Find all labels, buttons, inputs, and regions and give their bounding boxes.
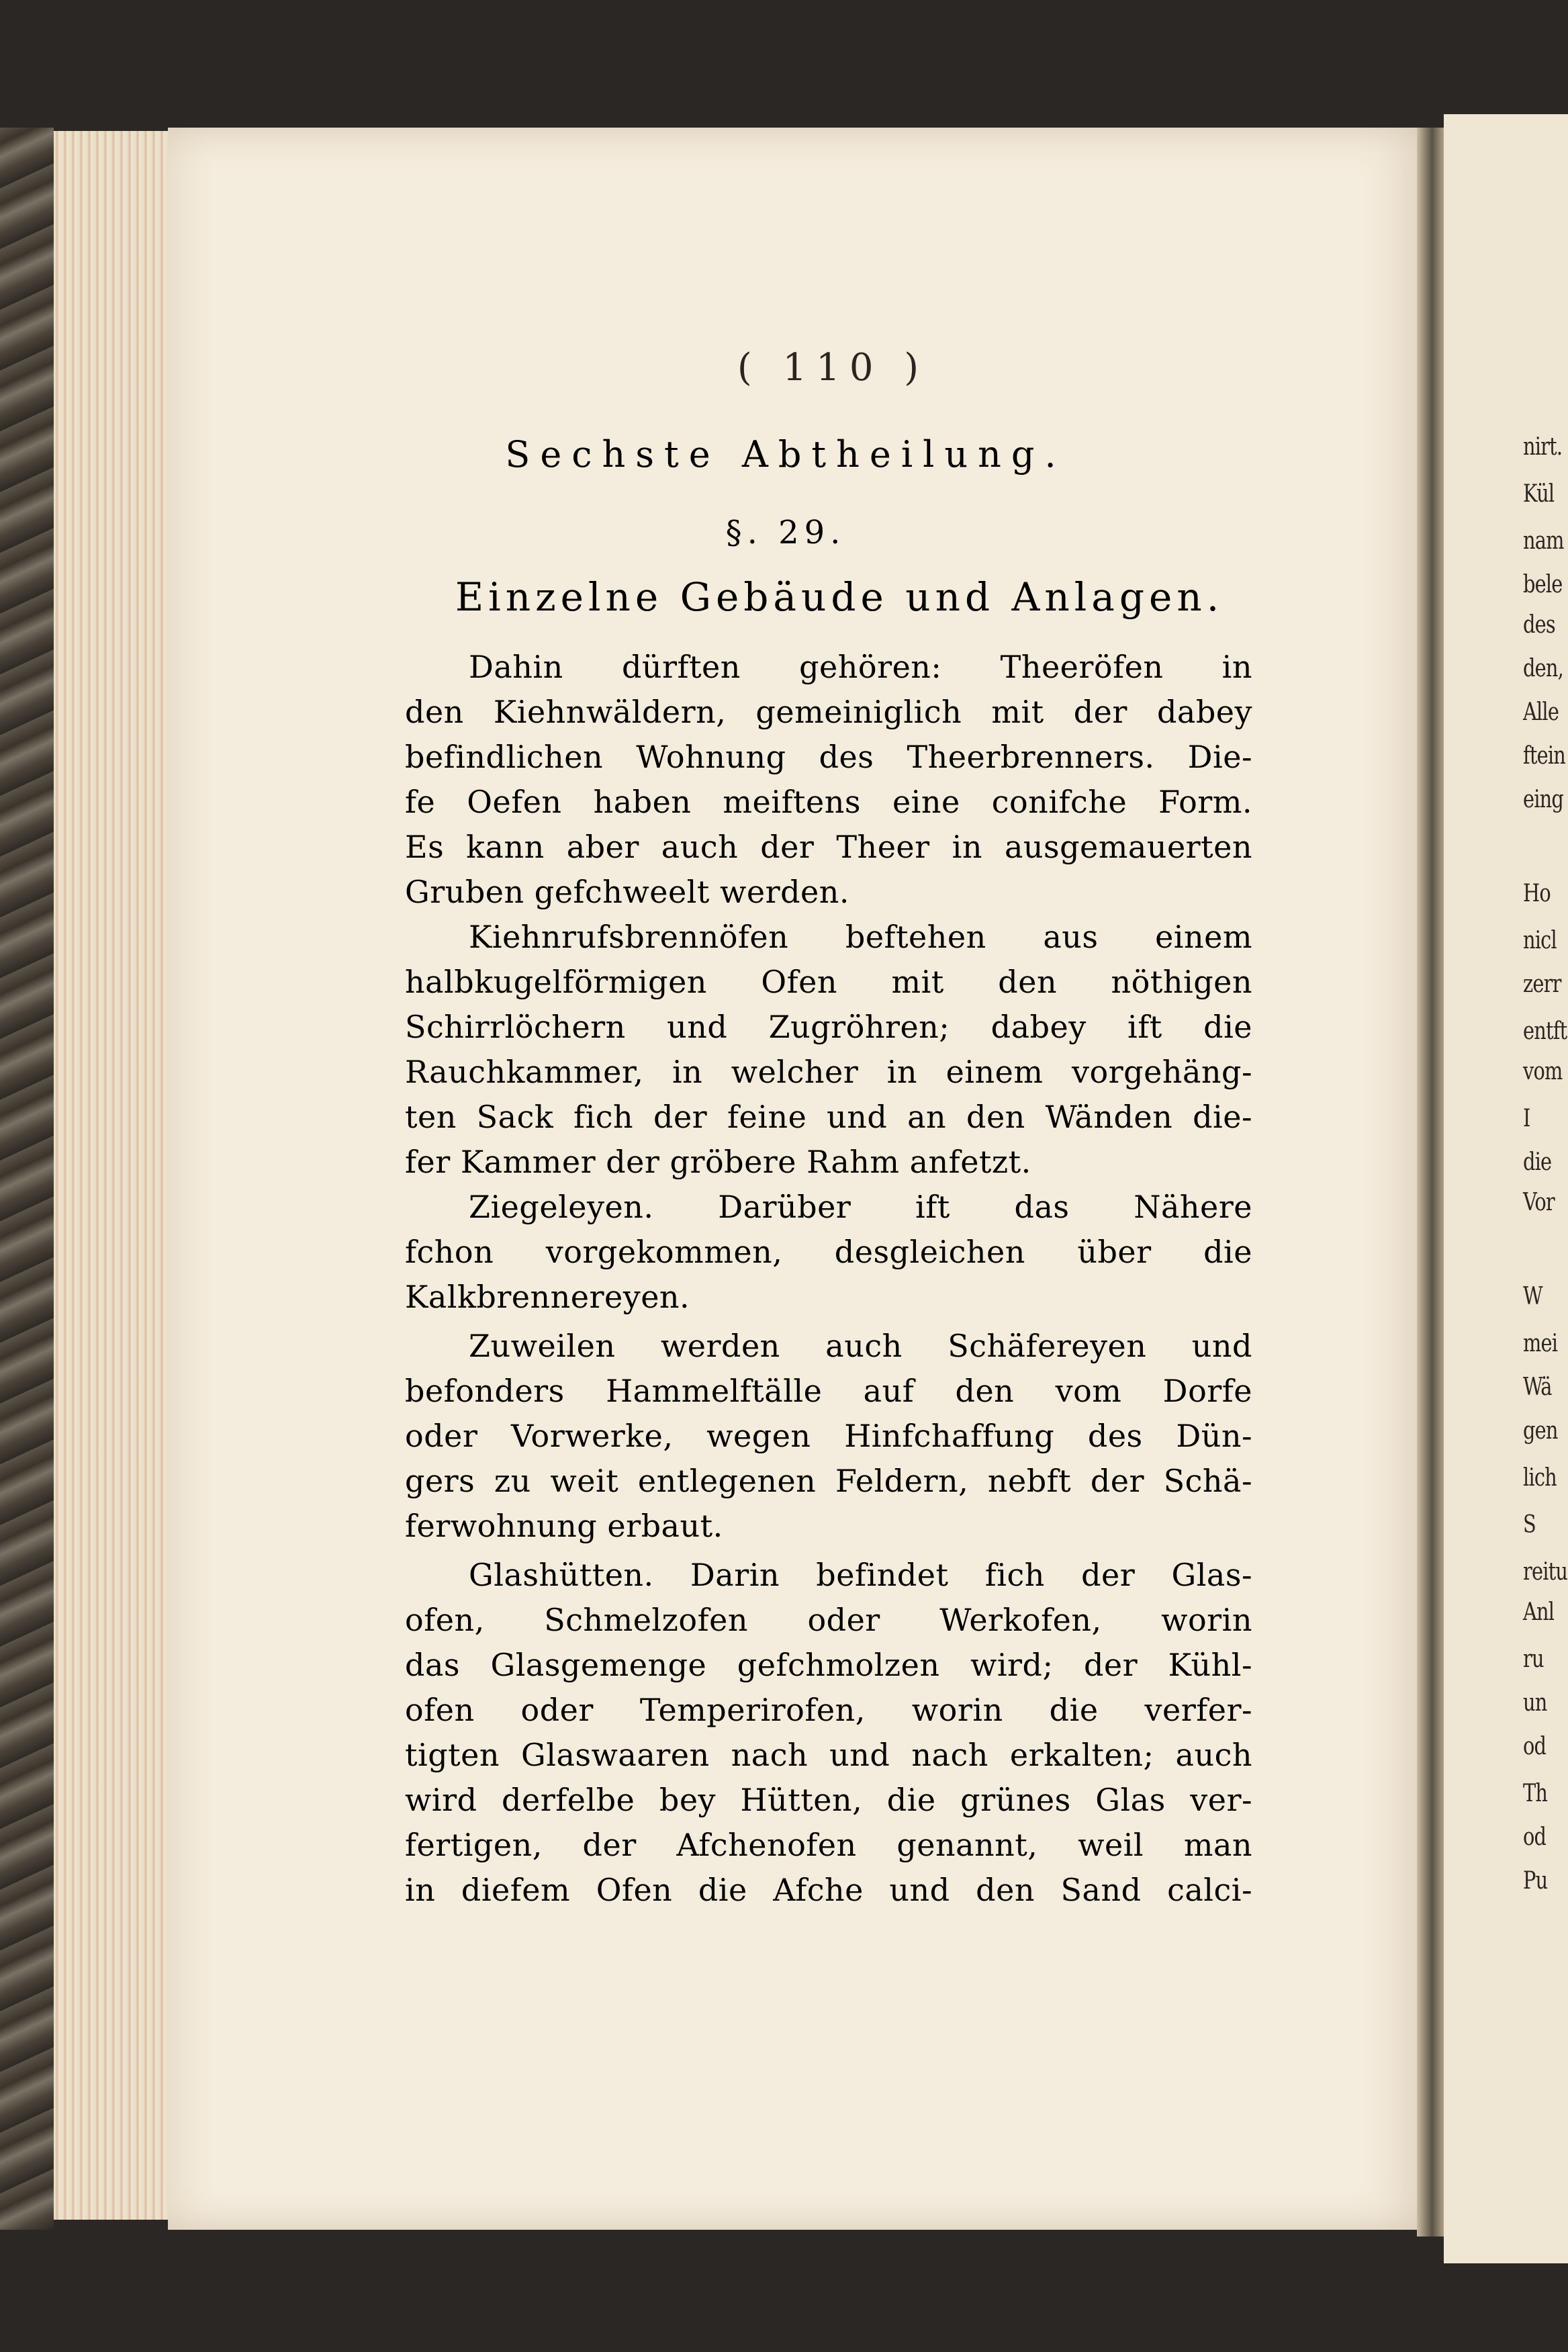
- book-gutter: [1417, 128, 1447, 2236]
- next-page-fragment: nicl: [1523, 927, 1557, 954]
- page-number: ( 110 ): [737, 346, 929, 390]
- text-line: Ziegeleyen. Darüber ift das Nähere: [469, 1189, 1252, 1225]
- next-page-fragment: den,: [1523, 655, 1563, 682]
- text-line: fchon vorgekommen, desgleichen über die: [405, 1234, 1252, 1270]
- next-page-fragment: die: [1523, 1148, 1552, 1176]
- next-page-fragment: des: [1523, 611, 1555, 639]
- text-line: fertigen, der Afchenofen genannt, weil man: [405, 1827, 1252, 1863]
- text-line: befindlichen Wohnung des Theerbrenners. Die-: [405, 739, 1252, 775]
- next-page-edge: [1444, 114, 1568, 2263]
- text-line: ten Sack fich der feine und an den Wänden die-: [405, 1099, 1252, 1135]
- next-page-fragment: gen: [1523, 1417, 1558, 1445]
- text-line: das Glasgemenge gefchmolzen wird; der Kühl-: [405, 1647, 1252, 1683]
- text-line: oder Vorwerke, wegen Hinfchaffung des Dün-: [405, 1418, 1252, 1454]
- text-line: Kiehnrufsbrennöfen beftehen aus einem: [469, 919, 1252, 955]
- next-page-fragment: od: [1523, 1823, 1547, 1851]
- section-heading: Einzelne Gebäude und Anlagen.: [455, 574, 1224, 620]
- next-page-fragment: un: [1523, 1689, 1547, 1717]
- text-line: gers zu weit entlegenen Feldern, nebft der Schä-: [405, 1463, 1252, 1499]
- next-page-fragment: Alle: [1523, 698, 1559, 726]
- next-page-fragment: ru: [1523, 1645, 1544, 1673]
- text-line: Glashütten. Darin befindet fich der Glas-: [469, 1557, 1252, 1593]
- part-title: Sechste Abtheilung.: [505, 433, 1066, 476]
- next-page-fragment: bele: [1523, 571, 1563, 598]
- next-page-fragment: vom: [1523, 1058, 1563, 1085]
- next-page-fragment: S: [1523, 1511, 1536, 1539]
- text-line: fe Oefen haben meiftens eine conifche Form.: [405, 784, 1252, 820]
- text-line: Dahin dürften gehören: Theeröfen in: [469, 649, 1252, 685]
- text-line: wird derfelbe bey Hütten, die grünes Glas ver-: [405, 1782, 1252, 1818]
- text-line: Gruben gefchweelt werden.: [405, 874, 850, 910]
- next-page-fragment: entft: [1523, 1017, 1567, 1045]
- text-line: ofen, Schmelzofen oder Werkofen, worin: [405, 1602, 1252, 1638]
- page-edges: [54, 131, 181, 2220]
- text-line: den Kiehnwäldern, gemeiniglich mit der dabey: [405, 694, 1252, 730]
- next-page-fragment: I: [1523, 1105, 1530, 1132]
- next-page-fragment: Wä: [1523, 1373, 1552, 1401]
- next-page-fragment: nam: [1523, 527, 1564, 555]
- next-page-fragment: Th: [1523, 1780, 1548, 1807]
- next-page-fragment: lich: [1523, 1464, 1557, 1492]
- text-line: in diefem Ofen die Afche und den Sand calci-: [405, 1872, 1252, 1908]
- text-line: Es kann aber auch der Theer in ausgemauerten: [405, 829, 1252, 865]
- text-line: Kalkbrennereyen.: [405, 1279, 690, 1315]
- next-page-fragment: reitu: [1523, 1558, 1568, 1586]
- text-line: tigten Glaswaaren nach und nach erkalten; auch: [405, 1737, 1252, 1773]
- next-page-fragment: ftein: [1523, 742, 1566, 770]
- next-page-fragment: W: [1523, 1283, 1542, 1310]
- next-page-fragment: Kül: [1523, 480, 1555, 508]
- next-page-fragment: eing: [1523, 786, 1564, 813]
- body-text: [405, 645, 1252, 1913]
- text-line: ofen oder Temperirofen, worin die verfer-: [405, 1692, 1252, 1728]
- next-page-fragment: Pu: [1523, 1867, 1548, 1895]
- text-line: befonders Hammelftälle auf den vom Dorfe: [405, 1373, 1252, 1409]
- text-line: ferwohnung erbaut.: [405, 1508, 723, 1544]
- text-line: fer Kammer der gröbere Rahm anfetzt.: [405, 1144, 1031, 1180]
- next-page-fragment: od: [1523, 1733, 1547, 1760]
- next-page-fragment: Vor: [1523, 1189, 1555, 1216]
- text-line: Rauchkammer, in welcher in einem vorgehäng-: [405, 1054, 1252, 1090]
- text-line: Zuweilen werden auch Schäfereyen und: [469, 1328, 1252, 1364]
- book-binding: [0, 128, 54, 2230]
- text-line: Schirrlöchern und Zugröhren; dabey ift die: [405, 1009, 1252, 1045]
- section-number: §. 29.: [725, 514, 846, 551]
- next-page-fragment: zerr: [1523, 970, 1561, 998]
- text-line: halbkugelförmigen Ofen mit den nöthigen: [405, 964, 1252, 1000]
- next-page-fragment: Ho: [1523, 880, 1551, 907]
- next-page-fragment: Anl: [1523, 1598, 1555, 1626]
- next-page-fragment: mei: [1523, 1330, 1558, 1357]
- next-page-fragment: nirt.: [1523, 433, 1563, 461]
